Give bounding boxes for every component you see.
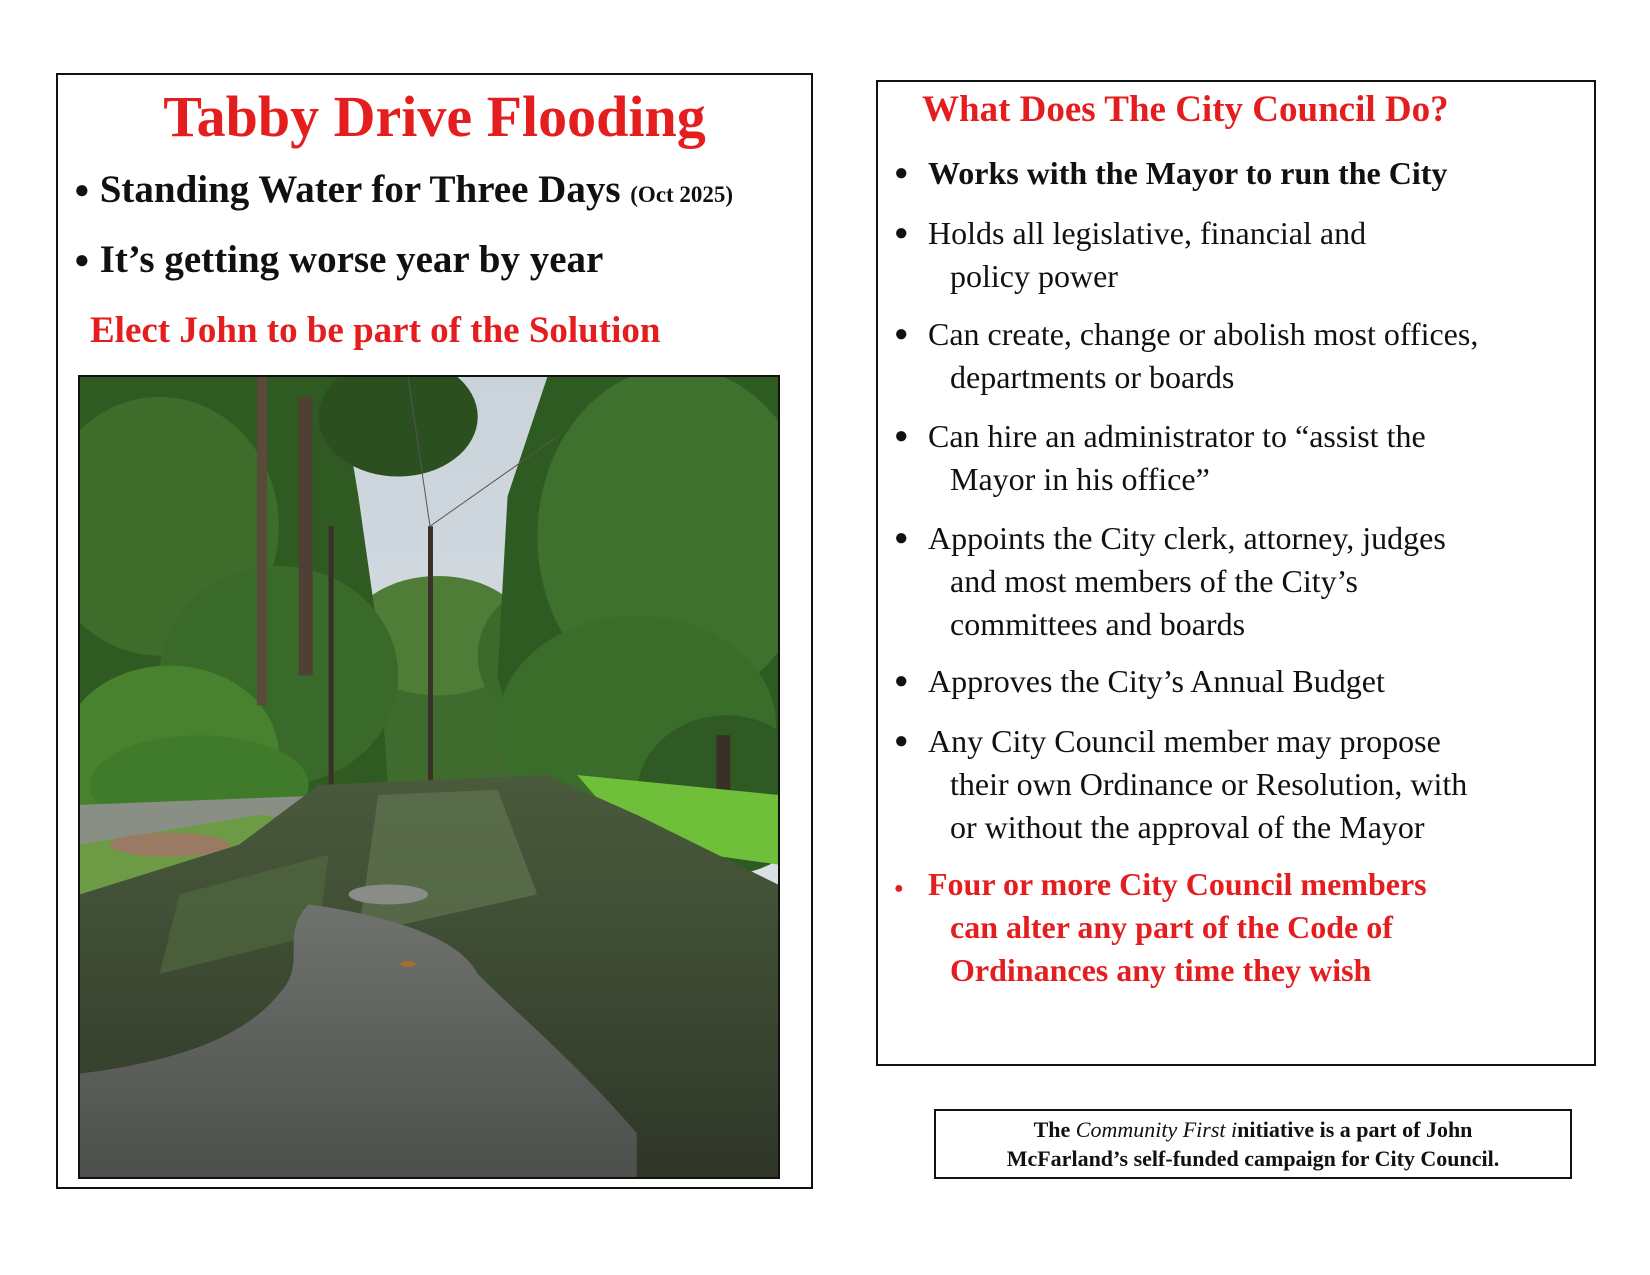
item-line: and most members of the City’s	[950, 563, 1358, 599]
council-item	[894, 720, 1584, 849]
item-line: Any City Council member may propose	[928, 723, 1441, 759]
bullet-dot-icon: ●	[894, 880, 904, 897]
item-line: their own Ordinance or Resolution, with	[950, 766, 1468, 802]
city-council-title: What Does The City Council Do?	[922, 89, 1449, 130]
bullet-dot-icon: ●	[894, 423, 909, 449]
council-item	[894, 212, 1584, 298]
bullet-dot-icon: ●	[894, 525, 909, 551]
item-line: Can create, change or abolish most offices,	[928, 316, 1479, 352]
bullet-dot-icon: ●	[894, 668, 909, 694]
item-line: Appoints the City clerk, attorney, judges	[928, 520, 1446, 556]
council-item	[894, 152, 1584, 195]
flooding-panel	[56, 73, 813, 1189]
bullet-dot-icon: ●	[74, 245, 90, 275]
council-item	[894, 660, 1584, 703]
bullet-dot-icon: ●	[894, 321, 909, 347]
item-line: Ordinances any time they wish	[950, 952, 1372, 988]
item-line: or without the approval of the Mayor	[950, 809, 1425, 845]
bullet-text: It’s getting worse year by year	[99, 238, 604, 281]
council-item	[894, 517, 1584, 646]
bullet-dot-icon: ●	[894, 160, 909, 186]
item-line: Mayor in his office”	[950, 461, 1210, 497]
city-council-panel	[876, 80, 1596, 1066]
council-item	[894, 313, 1584, 399]
item-line: departments or boards	[950, 359, 1235, 395]
bullet-text: Standing Water for Three Days	[99, 168, 621, 211]
item-line: can alter any part of the Code of	[950, 909, 1393, 945]
bullet-dot-icon: ●	[74, 175, 90, 205]
item-line: committees and boards	[950, 606, 1246, 642]
bullet-note: (Oct 2025)	[630, 182, 734, 207]
item-line: Works with the Mayor to run the City	[928, 155, 1448, 191]
elect-john-slogan: Elect John to be part of the Solution	[90, 310, 661, 351]
flooding-title: Tabby Drive Flooding	[163, 84, 706, 149]
item-line: policy power	[950, 258, 1118, 294]
council-item-highlight	[894, 863, 1584, 992]
flooded-street-illustration	[80, 377, 778, 1177]
bullet-standing-water	[74, 167, 733, 212]
bullet-dot-icon: ●	[894, 728, 909, 754]
campaign-footnote	[934, 1109, 1572, 1179]
bullet-dot-icon: ●	[894, 220, 909, 246]
footnote-line-2: McFarland’s self-funded campaign for City Council.	[1006, 1146, 1500, 1171]
council-item	[894, 415, 1584, 501]
bullet-getting-worse	[74, 237, 603, 282]
item-line: Can hire an administrator to “assist the	[928, 418, 1426, 454]
item-line: Four or more City Council members	[928, 866, 1427, 902]
footnote-line-1: The Community First initiative is a part of John	[1033, 1117, 1473, 1142]
flooded-street-photo	[78, 375, 780, 1179]
item-line: Holds all legislative, financial and	[928, 215, 1367, 251]
item-line: Approves the City’s Annual Budget	[928, 663, 1385, 699]
